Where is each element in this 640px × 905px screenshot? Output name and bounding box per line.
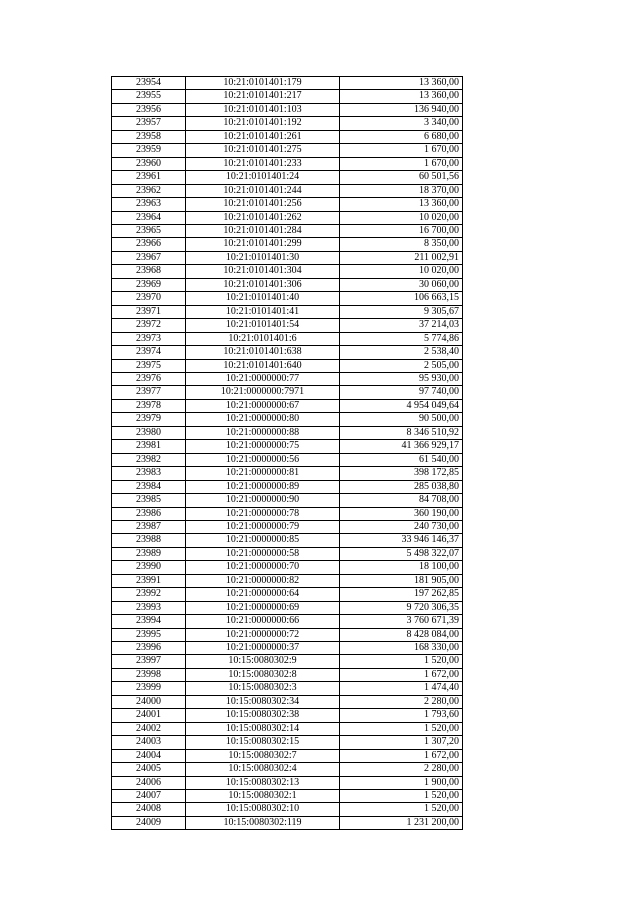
cadastral-value: 168 330,00 <box>340 642 463 655</box>
row-number: 24002 <box>112 722 186 735</box>
cadastral-number: 10:21:0000000:72 <box>186 628 340 641</box>
row-number: 23964 <box>112 211 186 224</box>
cadastral-value: 1 793,60 <box>340 709 463 722</box>
cadastral-number: 10:21:0000000:88 <box>186 426 340 439</box>
row-number: 24001 <box>112 709 186 722</box>
row-number: 23991 <box>112 574 186 587</box>
cadastral-number: 10:21:0101401:103 <box>186 103 340 116</box>
table-row <box>112 77 463 90</box>
cadastral-value: 61 540,00 <box>340 453 463 466</box>
cadastral-number: 10:21:0101401:30 <box>186 251 340 264</box>
cadastral-value: 197 262,85 <box>340 588 463 601</box>
row-number: 23980 <box>112 426 186 439</box>
table-row <box>112 413 463 426</box>
table-row <box>112 749 463 762</box>
cadastral-value: 2 280,00 <box>340 763 463 776</box>
cadastral-value: 41 366 929,17 <box>340 440 463 453</box>
row-number: 24008 <box>112 803 186 816</box>
table-row <box>112 467 463 480</box>
table-row <box>112 574 463 587</box>
cadastral-number: 10:21:0101401:217 <box>186 90 340 103</box>
cadastral-value: 18 100,00 <box>340 561 463 574</box>
cadastral-value: 1 307,20 <box>340 736 463 749</box>
row-number: 23981 <box>112 440 186 453</box>
cadastral-value: 84 708,00 <box>340 494 463 507</box>
cadastral-value: 3 760 671,39 <box>340 615 463 628</box>
cadastral-number: 10:21:0000000:69 <box>186 601 340 614</box>
table-row <box>112 171 463 184</box>
table-row <box>112 346 463 359</box>
table-row <box>112 816 463 829</box>
cadastral-value: 398 172,85 <box>340 467 463 480</box>
row-number: 23956 <box>112 103 186 116</box>
table-row <box>112 265 463 278</box>
table-row <box>112 238 463 251</box>
row-number: 24009 <box>112 816 186 829</box>
row-number: 23974 <box>112 346 186 359</box>
table-row <box>112 184 463 197</box>
table-row <box>112 615 463 628</box>
cadastral-number: 10:21:0000000:78 <box>186 507 340 520</box>
cadastral-number: 10:21:0000000:66 <box>186 615 340 628</box>
cadastral-number: 10:15:0080302:15 <box>186 736 340 749</box>
cadastral-number: 10:15:0080302:13 <box>186 776 340 789</box>
cadastral-number: 10:21:0101401:284 <box>186 224 340 237</box>
cadastral-value: 1 672,00 <box>340 668 463 681</box>
cadastral-number: 10:21:0000000:70 <box>186 561 340 574</box>
table-row <box>112 494 463 507</box>
table-row <box>112 682 463 695</box>
row-number: 23996 <box>112 642 186 655</box>
row-number: 23957 <box>112 117 186 130</box>
cadastral-number: 10:21:0000000:75 <box>186 440 340 453</box>
cadastral-value: 1 670,00 <box>340 157 463 170</box>
table-row <box>112 278 463 291</box>
row-number: 23958 <box>112 130 186 143</box>
table-row <box>112 642 463 655</box>
cadastral-value: 13 360,00 <box>340 198 463 211</box>
cadastral-value: 240 730,00 <box>340 520 463 533</box>
cadastral-number: 10:15:0080302:10 <box>186 803 340 816</box>
table-row <box>112 588 463 601</box>
table-row <box>112 211 463 224</box>
cadastral-number: 10:21:0000000:85 <box>186 534 340 547</box>
cadastral-number: 10:21:0101401:41 <box>186 305 340 318</box>
table-row <box>112 763 463 776</box>
cadastral-value: 1 474,40 <box>340 682 463 695</box>
row-number: 23955 <box>112 90 186 103</box>
row-number: 23954 <box>112 77 186 90</box>
row-number: 23965 <box>112 224 186 237</box>
cadastral-number: 10:21:0101401:306 <box>186 278 340 291</box>
cadastral-value: 13 360,00 <box>340 77 463 90</box>
table-row <box>112 776 463 789</box>
cadastral-value: 37 214,03 <box>340 319 463 332</box>
cadastral-number: 10:21:0101401:54 <box>186 319 340 332</box>
row-number: 23976 <box>112 372 186 385</box>
row-number: 23983 <box>112 467 186 480</box>
cadastral-value: 1 231 200,00 <box>340 816 463 829</box>
cadastral-value: 4 954 049,64 <box>340 399 463 412</box>
cadastral-number: 10:21:0000000:58 <box>186 547 340 560</box>
cadastral-value: 5 774,86 <box>340 332 463 345</box>
table-row <box>112 399 463 412</box>
cadastral-number: 10:21:0101401:638 <box>186 346 340 359</box>
row-number: 23966 <box>112 238 186 251</box>
row-number: 23984 <box>112 480 186 493</box>
cadastral-value: 211 002,91 <box>340 251 463 264</box>
cadastral-number: 10:21:0101401:304 <box>186 265 340 278</box>
row-number: 23997 <box>112 655 186 668</box>
cadastral-number: 10:21:0000000:89 <box>186 480 340 493</box>
table-row <box>112 628 463 641</box>
cadastral-number: 10:21:0101401:244 <box>186 184 340 197</box>
table-row <box>112 224 463 237</box>
cadastral-value: 2 505,00 <box>340 359 463 372</box>
row-number: 23992 <box>112 588 186 601</box>
row-number: 23973 <box>112 332 186 345</box>
row-number: 23968 <box>112 265 186 278</box>
cadastral-number: 10:21:0000000:81 <box>186 467 340 480</box>
cadastral-value: 1 520,00 <box>340 790 463 803</box>
table-row <box>112 292 463 305</box>
row-number: 23994 <box>112 615 186 628</box>
cadastral-number: 10:21:0000000:77 <box>186 372 340 385</box>
cadastral-value: 1 520,00 <box>340 655 463 668</box>
table-row <box>112 117 463 130</box>
table-row <box>112 130 463 143</box>
table-row <box>112 144 463 157</box>
cadastral-value: 10 020,00 <box>340 211 463 224</box>
row-number: 23978 <box>112 399 186 412</box>
table-row <box>112 332 463 345</box>
cadastral-value: 1 672,00 <box>340 749 463 762</box>
cadastral-number: 10:21:0101401:233 <box>186 157 340 170</box>
row-number: 23993 <box>112 601 186 614</box>
cadastral-number: 10:21:0101401:179 <box>186 77 340 90</box>
cadastral-value-table <box>111 76 463 830</box>
table-row <box>112 359 463 372</box>
cadastral-value: 9 305,67 <box>340 305 463 318</box>
cadastral-number: 10:21:0000000:80 <box>186 413 340 426</box>
cadastral-number: 10:15:0080302:7 <box>186 749 340 762</box>
row-number: 23960 <box>112 157 186 170</box>
row-number: 23989 <box>112 547 186 560</box>
table-row <box>112 372 463 385</box>
cadastral-value: 60 501,56 <box>340 171 463 184</box>
cadastral-number: 10:21:0101401:262 <box>186 211 340 224</box>
cadastral-value: 13 360,00 <box>340 90 463 103</box>
table-row <box>112 157 463 170</box>
table-row <box>112 90 463 103</box>
cadastral-number: 10:21:0000000:82 <box>186 574 340 587</box>
table-row <box>112 655 463 668</box>
cadastral-value: 181 905,00 <box>340 574 463 587</box>
table-row <box>112 709 463 722</box>
table-body <box>112 77 463 830</box>
row-number: 24004 <box>112 749 186 762</box>
cadastral-number: 10:15:0080302:9 <box>186 655 340 668</box>
table-row <box>112 520 463 533</box>
cadastral-number: 10:21:0000000:64 <box>186 588 340 601</box>
row-number: 23986 <box>112 507 186 520</box>
cadastral-number: 10:21:0000000:37 <box>186 642 340 655</box>
cadastral-number: 10:21:0101401:640 <box>186 359 340 372</box>
cadastral-number: 10:21:0101401:6 <box>186 332 340 345</box>
cadastral-value: 285 038,80 <box>340 480 463 493</box>
cadastral-value: 97 740,00 <box>340 386 463 399</box>
cadastral-number: 10:21:0000000:90 <box>186 494 340 507</box>
row-number: 23999 <box>112 682 186 695</box>
cadastral-value: 16 700,00 <box>340 224 463 237</box>
cadastral-number: 10:15:0080302:3 <box>186 682 340 695</box>
cadastral-value: 8 350,00 <box>340 238 463 251</box>
cadastral-value: 1 670,00 <box>340 144 463 157</box>
row-number: 23962 <box>112 184 186 197</box>
row-number: 23982 <box>112 453 186 466</box>
row-number: 24000 <box>112 695 186 708</box>
row-number: 23998 <box>112 668 186 681</box>
cadastral-number: 10:21:0101401:256 <box>186 198 340 211</box>
row-number: 23985 <box>112 494 186 507</box>
table-row <box>112 426 463 439</box>
row-number: 23990 <box>112 561 186 574</box>
table-row <box>112 561 463 574</box>
cadastral-value: 106 663,15 <box>340 292 463 305</box>
row-number: 23971 <box>112 305 186 318</box>
cadastral-number: 10:21:0101401:275 <box>186 144 340 157</box>
table-row <box>112 803 463 816</box>
table-row <box>112 305 463 318</box>
cadastral-value: 8 428 084,00 <box>340 628 463 641</box>
cadastral-number: 10:15:0080302:14 <box>186 722 340 735</box>
table-row <box>112 198 463 211</box>
cadastral-value: 360 190,00 <box>340 507 463 520</box>
row-number: 23988 <box>112 534 186 547</box>
row-number: 23967 <box>112 251 186 264</box>
table-row <box>112 103 463 116</box>
cadastral-value: 18 370,00 <box>340 184 463 197</box>
row-number: 23959 <box>112 144 186 157</box>
row-number: 23961 <box>112 171 186 184</box>
row-number: 23987 <box>112 520 186 533</box>
table-row <box>112 251 463 264</box>
cadastral-value: 1 520,00 <box>340 803 463 816</box>
cadastral-number: 10:21:0000000:7971 <box>186 386 340 399</box>
cadastral-value: 10 020,00 <box>340 265 463 278</box>
cadastral-value: 90 500,00 <box>340 413 463 426</box>
row-number: 23995 <box>112 628 186 641</box>
row-number: 23972 <box>112 319 186 332</box>
cadastral-value: 136 940,00 <box>340 103 463 116</box>
cadastral-value: 3 340,00 <box>340 117 463 130</box>
row-number: 23969 <box>112 278 186 291</box>
table-row <box>112 601 463 614</box>
row-number: 24007 <box>112 790 186 803</box>
table-row <box>112 722 463 735</box>
cadastral-number: 10:21:0101401:192 <box>186 117 340 130</box>
table-row <box>112 534 463 547</box>
row-number: 23975 <box>112 359 186 372</box>
row-number: 24003 <box>112 736 186 749</box>
row-number: 24005 <box>112 763 186 776</box>
cadastral-number: 10:15:0080302:38 <box>186 709 340 722</box>
cadastral-number: 10:15:0080302:4 <box>186 763 340 776</box>
cadastral-value: 1 900,00 <box>340 776 463 789</box>
cadastral-number: 10:21:0101401:261 <box>186 130 340 143</box>
cadastral-value: 33 946 146,37 <box>340 534 463 547</box>
cadastral-value: 1 520,00 <box>340 722 463 735</box>
cadastral-number: 10:21:0101401:299 <box>186 238 340 251</box>
table-row <box>112 453 463 466</box>
row-number: 23970 <box>112 292 186 305</box>
row-number: 24006 <box>112 776 186 789</box>
table-row <box>112 386 463 399</box>
row-number: 23977 <box>112 386 186 399</box>
row-number: 23963 <box>112 198 186 211</box>
cadastral-number: 10:21:0101401:40 <box>186 292 340 305</box>
cadastral-number: 10:21:0000000:79 <box>186 520 340 533</box>
cadastral-number: 10:21:0101401:24 <box>186 171 340 184</box>
table-row <box>112 790 463 803</box>
cadastral-value: 2 280,00 <box>340 695 463 708</box>
cadastral-value: 95 930,00 <box>340 372 463 385</box>
table-row <box>112 736 463 749</box>
cadastral-number: 10:15:0080302:8 <box>186 668 340 681</box>
cadastral-number: 10:15:0080302:1 <box>186 790 340 803</box>
cadastral-number: 10:15:0080302:34 <box>186 695 340 708</box>
cadastral-number: 10:21:0000000:56 <box>186 453 340 466</box>
cadastral-value: 9 720 306,35 <box>340 601 463 614</box>
cadastral-value: 6 680,00 <box>340 130 463 143</box>
cadastral-number: 10:21:0000000:67 <box>186 399 340 412</box>
table-row <box>112 507 463 520</box>
table-row <box>112 319 463 332</box>
table-row <box>112 480 463 493</box>
cadastral-value: 8 346 510,92 <box>340 426 463 439</box>
table-row <box>112 440 463 453</box>
row-number: 23979 <box>112 413 186 426</box>
cadastral-number: 10:15:0080302:119 <box>186 816 340 829</box>
cadastral-value: 2 538,40 <box>340 346 463 359</box>
table-row <box>112 668 463 681</box>
cadastral-value: 5 498 322,07 <box>340 547 463 560</box>
table-row <box>112 695 463 708</box>
cadastral-value: 30 060,00 <box>340 278 463 291</box>
table-row <box>112 547 463 560</box>
